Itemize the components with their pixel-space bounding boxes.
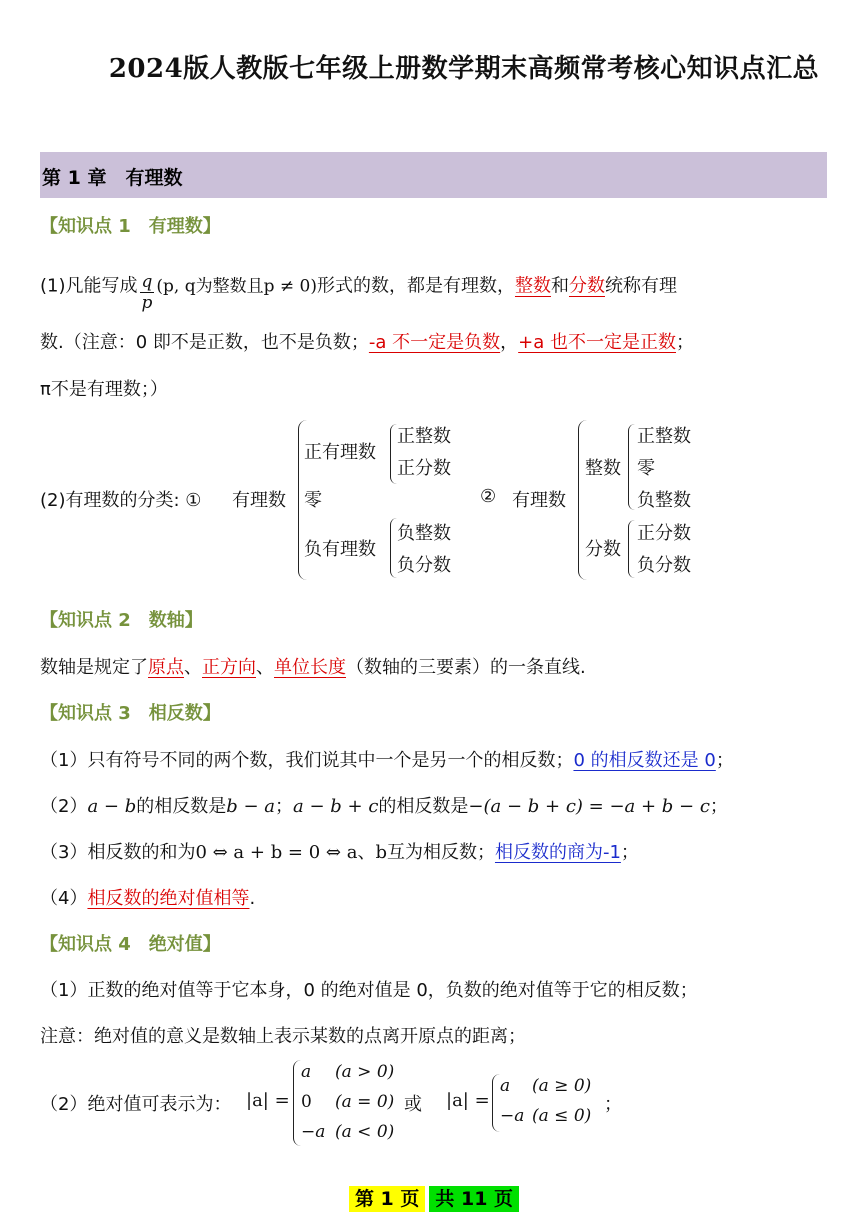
document-title: 2024版人教版七年级上册数学期末高频常考核心知识点汇总 xyxy=(108,54,820,84)
kp3-item-2 xyxy=(40,792,728,818)
fraction-q-over-p: $\frac{q}{p}$ xyxy=(141,272,153,313)
math-expr: −(a − b + c) = −a + b − c xyxy=(468,796,710,817)
kp1-text: 统称有理 xyxy=(604,275,677,297)
kp2-text: （数轴的三要素）的一条直线. xyxy=(346,657,586,678)
case1-val-1: a xyxy=(301,1062,312,1082)
scheme1-positive: 正有理数 xyxy=(304,442,376,463)
chapter-title: 第 1 章 有理数 xyxy=(42,167,183,189)
case2-val-1: a xyxy=(500,1076,511,1096)
scheme2-integer: 整数 xyxy=(585,458,621,479)
knowledge-point-4-heading: 【知识点 4 绝对值】 xyxy=(40,934,221,955)
brace-icon xyxy=(293,1060,301,1146)
abs-lhs-2: |a| = xyxy=(446,1090,490,1111)
knowledge-point-2-heading: 【知识点 2 数轴】 xyxy=(40,610,203,631)
kp3-text: （2） xyxy=(40,796,88,817)
highlight-abs-equal: 相反数的绝对值相等 xyxy=(87,888,250,909)
kp1-text: 形式的数，都是有理数， xyxy=(316,275,515,297)
math-expr: 0 ⇔ a + b = 0 ⇔ a、b xyxy=(195,842,387,863)
highlight-unit-length: 单位长度 xyxy=(274,657,346,678)
brace-icon xyxy=(390,518,397,578)
kp3-text: 的相反数是 xyxy=(378,796,469,817)
scheme2-neg-frac: 负分数 xyxy=(637,555,691,576)
scheme2-zero: 零 xyxy=(637,458,655,479)
kp3-text: . xyxy=(249,888,256,909)
kp1-text: (1)凡能写成 xyxy=(40,275,138,297)
kp1-text: ， xyxy=(500,332,519,353)
brace-icon xyxy=(390,424,397,484)
case1-cond-2: (a = 0) xyxy=(335,1092,395,1112)
scheme2-pos-int: 正整数 xyxy=(637,426,691,447)
highlight-integer: 整数 xyxy=(514,275,551,297)
scheme1-zero: 零 xyxy=(304,490,322,511)
kp2-text: 、 xyxy=(184,657,202,678)
kp3-text: （4） xyxy=(40,888,88,909)
scheme2-label: ② xyxy=(480,486,497,507)
kp3-text: ； xyxy=(275,796,294,817)
math-expr: b − a xyxy=(226,796,276,817)
kp3-item-4 xyxy=(40,884,255,910)
scheme2-root: 有理数 xyxy=(512,490,566,511)
case2-cond-1: (a ≥ 0) xyxy=(532,1076,592,1096)
kp2-text: 、 xyxy=(256,657,274,678)
brace-icon xyxy=(628,424,635,510)
kp2-text: 数轴是规定了 xyxy=(40,657,148,678)
highlight-pos-a: +a 也不一定是正数 xyxy=(518,332,676,353)
kp3-item-3 xyxy=(40,838,639,864)
knowledge-point-1-heading: 【知识点 1 有理数】 xyxy=(40,216,221,237)
total-pages: 共 11 页 xyxy=(429,1186,519,1212)
case1-val-3: −a xyxy=(301,1122,326,1142)
case2-cond-2: (a ≤ 0) xyxy=(532,1106,592,1126)
scheme2-fraction: 分数 xyxy=(585,539,621,560)
kp3-text: 的相反数是 xyxy=(136,796,227,817)
kp4-item-1: （1）正数的绝对值等于它本身，0 的绝对值是 0，负数的绝对值等于它的相反数； xyxy=(40,980,698,1001)
kp1-definition-line1 xyxy=(40,266,677,313)
kp1-definition-line3: π不是有理数；） xyxy=(40,379,168,400)
scheme1-pos-int: 正整数 xyxy=(397,426,451,447)
kp1-text: 和 xyxy=(550,275,569,297)
highlight-direction: 正方向 xyxy=(202,657,256,678)
kp2-definition xyxy=(40,653,586,679)
math-expr: a − b + c xyxy=(293,796,379,817)
kp1-text: 数.（注意：0 即不是正数，也不是负数； xyxy=(40,332,369,353)
page-footer xyxy=(0,1184,868,1211)
kp4-note: 注意：绝对值的意义是数轴上表示某数的点离开原点的距离； xyxy=(40,1026,526,1047)
kp3-item-1 xyxy=(40,746,734,772)
kp3-text: （3）相反数的和为 xyxy=(40,842,196,863)
kp1-condition: (p, q为整数且p ≠ 0) xyxy=(156,276,317,297)
kp3-text: ； xyxy=(709,796,728,817)
scheme1-negative: 负有理数 xyxy=(304,539,376,560)
scheme2-neg-int: 负整数 xyxy=(637,490,691,511)
highlight-fraction: 分数 xyxy=(568,275,605,297)
brace-icon xyxy=(628,520,635,578)
case1-cond-3: (a < 0) xyxy=(335,1122,395,1142)
scheme1-pos-frac: 正分数 xyxy=(397,458,451,479)
highlight-zero-opposite: 0 的相反数还是 0 xyxy=(573,750,716,771)
case1-val-2: 0 xyxy=(301,1092,312,1112)
kp3-text: （1）只有符号不同的两个数，我们说其中一个是另一个的相反数； xyxy=(40,750,574,771)
highlight-origin: 原点 xyxy=(148,657,184,678)
current-page: 第 1 页 xyxy=(349,1186,425,1212)
scheme1-neg-int: 负整数 xyxy=(397,523,451,544)
kp3-text: ； xyxy=(715,750,734,771)
kp1-definition-line2 xyxy=(40,328,694,354)
kp4-item-2-label: （2）绝对值可表示为： xyxy=(40,1094,232,1115)
highlight-quotient: 相反数的商为-1 xyxy=(494,842,621,863)
kp3-text: ； xyxy=(620,842,639,863)
chapter-header xyxy=(40,152,827,198)
scheme2-pos-frac: 正分数 xyxy=(637,523,691,544)
knowledge-point-3-heading: 【知识点 3 相反数】 xyxy=(40,703,221,724)
or-label: 或 xyxy=(404,1094,422,1115)
case1-cond-1: (a > 0) xyxy=(335,1062,395,1082)
case2-val-2: −a xyxy=(500,1106,525,1126)
scheme1-neg-frac: 负分数 xyxy=(397,555,451,576)
classification-label: (2)有理数的分类: ① xyxy=(40,490,202,511)
kp1-text: ； xyxy=(676,332,694,353)
scheme1-root: 有理数 xyxy=(232,490,286,511)
math-expr: a − b xyxy=(87,796,137,817)
kp4-end: ； xyxy=(604,1094,622,1115)
highlight-neg-a: -a 不一定是负数 xyxy=(368,332,501,353)
kp3-text: 互为相反数； xyxy=(386,842,495,863)
abs-lhs-1: |a| = xyxy=(246,1090,290,1111)
brace-icon xyxy=(492,1074,500,1132)
